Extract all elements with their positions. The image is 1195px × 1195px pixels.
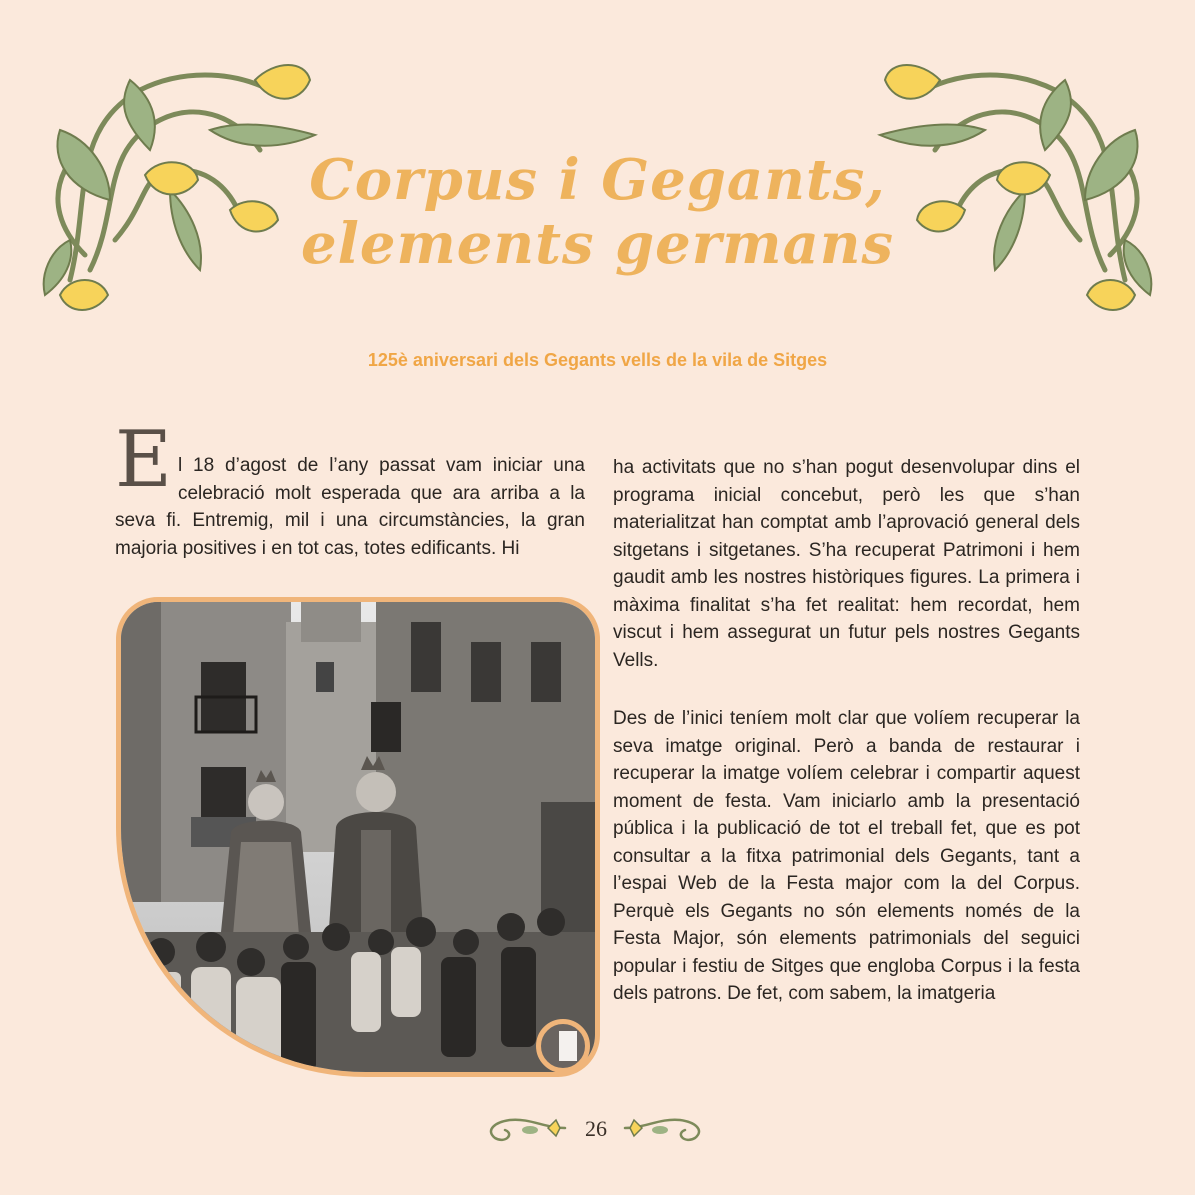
- photo-corner-badge: [536, 1019, 590, 1073]
- drop-cap: E: [115, 415, 172, 505]
- page-number: 26: [585, 1116, 607, 1141]
- paragraph-2: Des de l’inici teníem molt clar que volíem recuperar la seva imatge original. Però a banda de restaurar i recuperar la imatge volíem celebrar i compartir aquest moment de festa. Vam iniciarlo amb la presentació pública i la publicació de tot el treball fet, que es pot consultar a la fitxa patrimonial dels Gegants, tant a l’espai Web de la Festa major com la del Corpus. Perquè els Gegants no són elements només de la Festa Major, són elements patrimonials del seguici popular i festiu de Sitges que engloba Corpus i la festa dels patrons. De fet, com sabem, la imatgeria: [613, 708, 1080, 1004]
- title-line-2: elements germans: [300, 211, 895, 277]
- historic-photo: [116, 597, 600, 1077]
- left-column: [115, 415, 585, 562]
- title-line-1: Corpus i Gegants,: [309, 147, 886, 213]
- photo-giants-street: [121, 602, 595, 1072]
- intro-paragraph: [115, 415, 585, 562]
- page-footer: [470, 1108, 720, 1148]
- paragraph-1: ha activitats que no s’han pogut desenvolupar dins el programa inicial concebut, però les que s’han materialitzat han comptat amb l’aprovació general dels sitgetans i sitgetanes. S’ha recuperat Patrimoni i hem gaudit amb les nostres històriques figures. La primera i màxima finalitat s’ha fet realitat: hem recordat, hem viscut i hem assegurat un futur pels nostres Gegants Vells.: [613, 457, 1080, 671]
- page-title: [180, 148, 1015, 276]
- page-subtitle: 125è aniversari dels Gegants vells de la vila de Sitges: [367, 350, 828, 370]
- intro-text: l 18 d’agost de l’any passat vam iniciar una celebració molt esperada que ara arriba a la seva fi. Entremig, mil i una circumstàncies, la gran majoria positives i en tot cas, totes edificants. Hi: [115, 455, 585, 559]
- right-column: [613, 454, 1080, 1008]
